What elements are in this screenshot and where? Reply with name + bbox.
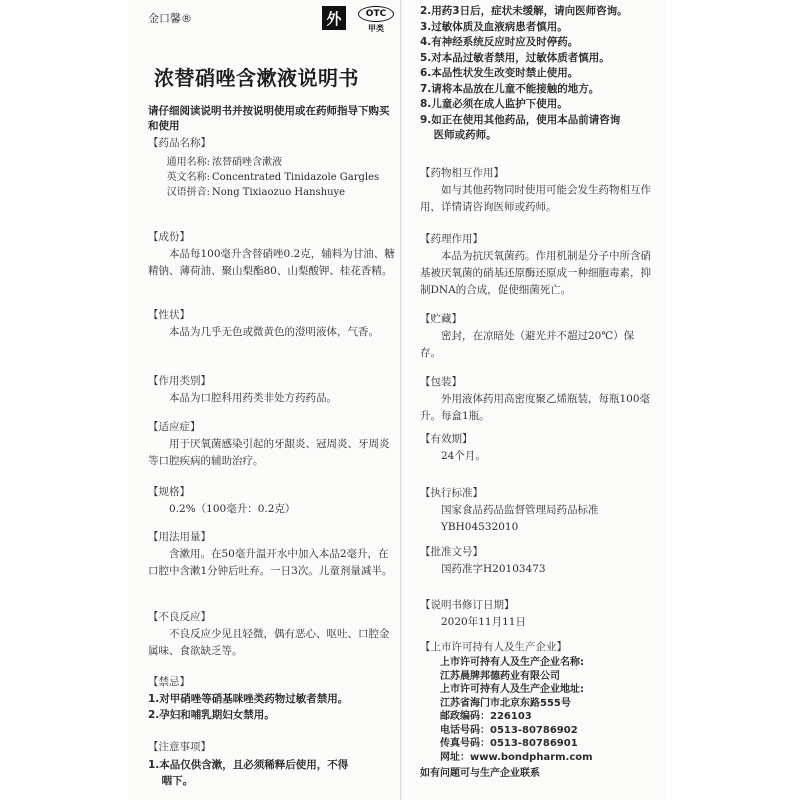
brand-logo: 金口馨® xyxy=(148,12,192,25)
list-item: 4.有神经系统反应时应及时停药。 xyxy=(420,36,579,48)
section-revision xyxy=(420,598,652,631)
section-spec xyxy=(148,485,396,518)
section-heading: 【批准文号】 xyxy=(420,546,483,558)
list-item: 3.过敏体质及血液病患者慎用。 xyxy=(420,20,568,33)
section-indications xyxy=(148,420,396,470)
generic-name-row xyxy=(148,155,396,170)
list-item: 5.对本品过敏者禁用，过敏体质者慎用。 xyxy=(420,51,610,64)
section-heading: 【成份】 xyxy=(148,231,190,243)
ingredients-text: 本品每100毫升含替硝唑0.2克，辅料为甘油、糖精钠、薄荷油、聚山梨酯80、山梨酸钾、桂花香精。 xyxy=(148,248,395,277)
storage-text: 密封，在凉暗处（避光并不超过20℃）保存。 xyxy=(420,330,635,359)
contraindications-list xyxy=(148,692,396,723)
section-heading: 【贮藏】 xyxy=(420,313,462,325)
section-appearance xyxy=(148,308,396,341)
contact-note: 如有问题可与生产企业联系 xyxy=(420,768,540,779)
holder-fax: 传真号码：0513-80786901 xyxy=(440,738,578,749)
spec-text: 0.2%（100毫升：0.2克） xyxy=(169,503,296,515)
list-item: 7.请将本品放在儿童不能接触的地方。 xyxy=(420,82,600,95)
section-heading: 【作用类别】 xyxy=(148,375,211,387)
holder-phone: 电话号码：0513-80786902 xyxy=(440,724,578,736)
section-heading: 【说明书修订日期】 xyxy=(420,599,515,611)
section-heading: 【药品名称】 xyxy=(148,137,211,149)
pharmacology-text: 本品为抗厌氧菌药。作用机制是分子中所含硝基被厌氧菌的硝基还原酶还原成一种细胞毒素，抑制DNA的合成，促使细菌死亡。 xyxy=(420,250,651,296)
holder-name-label: 上市许可持有人及生产企业名称: xyxy=(440,657,584,668)
section-dosage xyxy=(148,530,396,580)
section-interactions xyxy=(420,166,652,216)
adverse-text: 不良反应少见且轻微，偶有恶心、呕吐、口腔金属味、食欲缺乏等。 xyxy=(148,628,390,657)
holder-company: 江苏晨牌邦德药业有限公司 xyxy=(440,670,560,682)
pinyin-name-label: 汉语拼音: xyxy=(166,187,210,198)
list-item: 2.孕妇和哺乳期妇女禁用。 xyxy=(148,708,275,721)
section-pharmacology xyxy=(420,232,652,299)
list-item: 9.如正在使用其他药品，使用本品前请咨询 xyxy=(420,113,621,126)
package-text: 外用液体药用高密度聚乙烯瓶装，每瓶100毫升。每盒1瓶。 xyxy=(420,393,651,422)
approval-text: 国药准字H20103473 xyxy=(441,563,546,575)
dosage-text: 含漱用。在50毫升温开水中加入本品2毫升，在口腔中含漱1分钟后吐弃。一日3次。儿童剂量减半。 xyxy=(148,548,393,577)
section-contraindications xyxy=(148,675,396,723)
section-ingredients xyxy=(148,230,396,280)
generic-name-label: 通用名称: xyxy=(166,157,210,168)
indications-text: 用于厌氧菌感染引起的牙龈炎、冠周炎、牙周炎等口腔疾病的辅助治疗。 xyxy=(148,438,390,467)
otc-label: OTC xyxy=(358,6,394,22)
section-category xyxy=(148,374,396,407)
standard-code: YBH04532010 xyxy=(441,521,519,533)
intro-note: 请仔细阅读说明书并按说明使用或在药师指导下购买和使用 xyxy=(148,105,390,132)
precautions-list-start xyxy=(148,758,396,789)
section-heading: 【执行标准】 xyxy=(420,487,483,499)
standard-line: 国家食品药品监督管理局药品标准 xyxy=(441,504,599,516)
appearance-text: 本品为几乎无色或微黄色的澄明液体，气香。 xyxy=(169,326,379,338)
list-item-continuation: 咽下。 xyxy=(161,774,194,787)
section-heading: 【不良反应】 xyxy=(148,611,211,623)
otc-class: 甲类 xyxy=(368,24,384,33)
section-heading: 【用法用量】 xyxy=(148,531,211,543)
holder-details xyxy=(420,656,652,764)
list-item: 2.用药3日后，症状未缓解，请向医师咨询。 xyxy=(420,5,628,17)
list-item: 8.儿童必须在成人监护下使用。 xyxy=(420,98,568,110)
page-title: 浓替硝唑含漱液说明书 xyxy=(154,66,359,90)
section-adverse xyxy=(148,610,396,660)
section-heading: 【药物相互作用】 xyxy=(420,167,504,179)
section-heading: 【性状】 xyxy=(148,309,190,321)
section-approval xyxy=(420,545,652,578)
interactions-text: 如与其他药物同时使用可能会发生药物相互作用，详情请咨询医师或药师。 xyxy=(420,184,651,213)
precautions-list-continued xyxy=(420,4,652,144)
section-storage xyxy=(420,312,652,362)
english-name-value: Concentrated Tinidazole Gargles xyxy=(212,172,380,183)
section-package xyxy=(420,375,652,425)
section-heading: 【有效期】 xyxy=(420,433,473,445)
fold-line xyxy=(400,0,402,800)
section-drug-name xyxy=(148,136,396,200)
holder-address: 江苏省海门市北京东路555号 xyxy=(440,697,571,709)
section-heading: 【注意事项】 xyxy=(148,741,211,753)
english-name-row xyxy=(148,170,396,185)
pinyin-name-value: Nong Tixiaozuo Hanshuye xyxy=(212,187,346,198)
holder-website: 网址：www.bondpharm.com xyxy=(440,751,593,763)
pinyin-name-row xyxy=(148,185,396,200)
section-standard xyxy=(420,486,652,536)
section-heading: 【上市许可持有人及生产企业】 xyxy=(420,641,567,653)
section-heading: 【禁忌】 xyxy=(148,676,190,688)
section-holder xyxy=(420,640,652,780)
section-validity xyxy=(420,432,652,465)
validity-text: 24个月。 xyxy=(441,450,486,462)
header-row xyxy=(148,6,396,33)
english-name-label: 英文名称: xyxy=(166,172,210,183)
section-precautions xyxy=(148,740,396,789)
holder-address-label: 上市许可持有人及生产企业地址: xyxy=(440,684,584,695)
section-heading: 【包装】 xyxy=(420,376,462,388)
section-heading: 【适应症】 xyxy=(148,421,201,433)
list-item: 1.对甲硝唑等硝基咪唑类药物过敏者禁用。 xyxy=(148,693,349,705)
generic-name-value: 浓替硝唑含漱液 xyxy=(212,157,282,168)
list-item: 6.本品性状发生改变时禁止使用。 xyxy=(420,67,579,79)
list-item: 1.本品仅供含漱，且必须稀释后使用，不得 xyxy=(148,759,349,771)
list-item-continuation: 医师或药师。 xyxy=(433,129,497,141)
revision-text: 2020年11月11日 xyxy=(441,616,526,628)
holder-postcode: 邮政编码：226103 xyxy=(440,711,532,722)
external-use-mark: 外 xyxy=(322,6,346,30)
section-heading: 【药理作用】 xyxy=(420,233,483,245)
standard-text xyxy=(420,502,652,536)
section-heading: 【规格】 xyxy=(148,486,190,498)
category-text: 本品为口腔科用药类非处方药药品。 xyxy=(169,392,337,404)
otc-badge xyxy=(356,6,396,34)
